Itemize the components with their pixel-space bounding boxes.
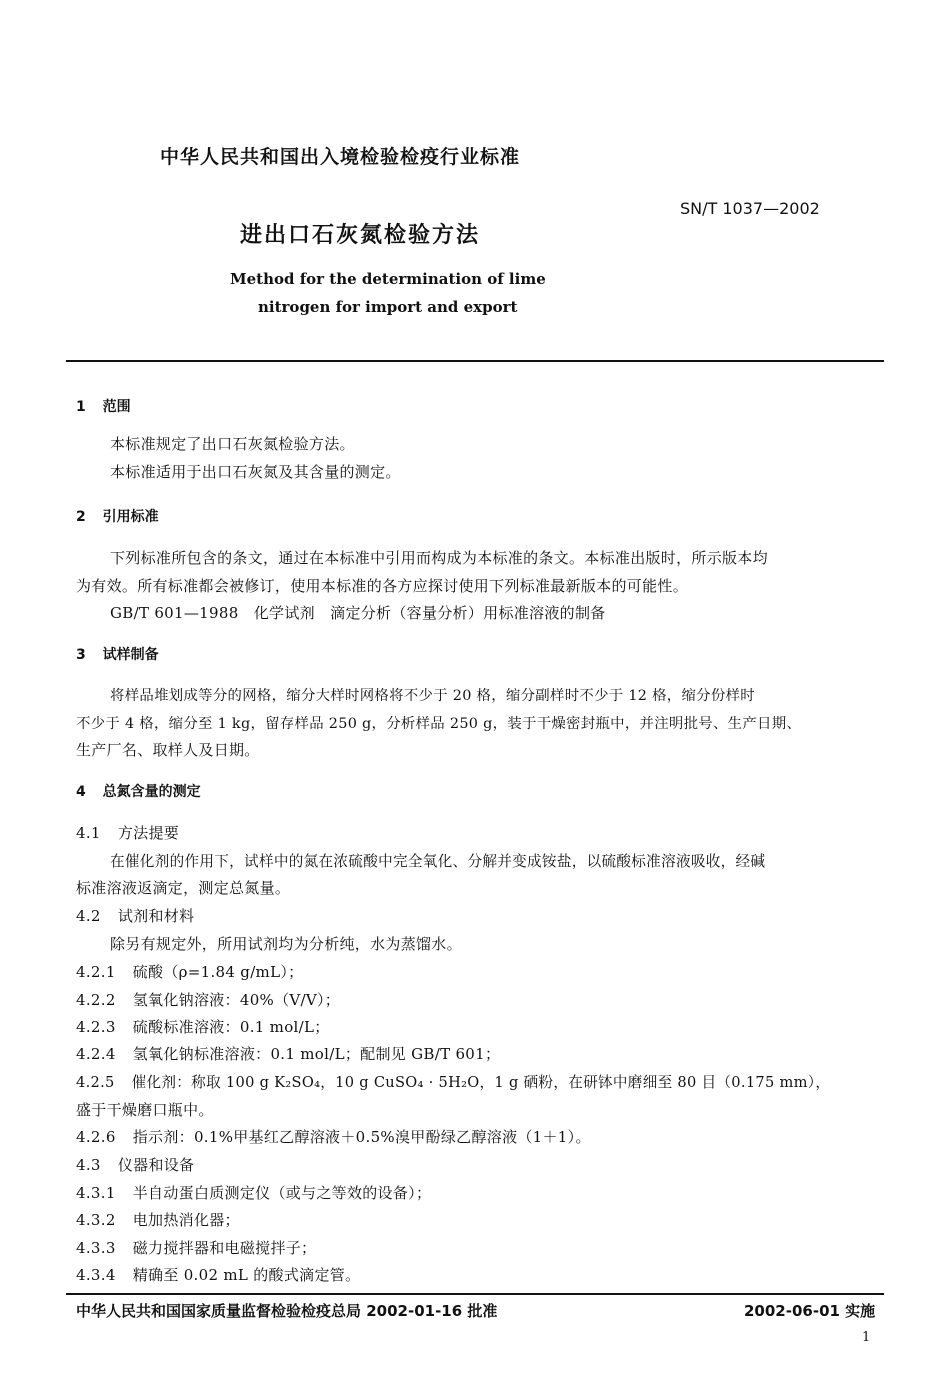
item-text: 指示剂：0.1%甲基红乙醇溶液＋0.5%溴甲酚绿乙醇溶液（1＋1）。 xyxy=(132,1128,591,1146)
subsection-number: 4.2 xyxy=(76,907,101,925)
item-text: 磁力搅拌器和电磁搅拌子； xyxy=(132,1239,317,1257)
section-heading-1 xyxy=(76,396,131,416)
item-text: 硫酸标准溶液：0.1 mol/L； xyxy=(132,1018,330,1036)
section-number: 4 xyxy=(76,784,86,800)
item-text: 氢氧化钠标准溶液：0.1 mol/L；配制见 GB/T 601； xyxy=(132,1045,501,1063)
title-chinese: 进出口石灰氮检验方法 xyxy=(240,223,481,248)
section-title: 范围 xyxy=(102,399,131,415)
item-text: 硫酸（ρ=1.84 g/mL）； xyxy=(132,963,304,981)
reference-standard: GB/T 601—1988 化学试剂 滴定分析（容量分析）用标准溶液的制备 xyxy=(110,604,606,622)
item-text: 精确至 0.02 mL 的酸式滴定管。 xyxy=(132,1266,361,1284)
title-english-line1: Method for the determination of lime xyxy=(230,270,546,288)
section-title: 试样制备 xyxy=(102,647,159,663)
item-number: 4.3.2 xyxy=(76,1211,116,1229)
footer-divider xyxy=(66,1293,884,1295)
section-number: 3 xyxy=(76,647,86,663)
approval-line: 中华人民共和国国家质量监督检验检疫总局 2002-01-16 批准 xyxy=(76,1302,498,1320)
issuing-organization: 中华人民共和国出入境检验检疫行业标准 xyxy=(160,146,521,168)
paragraph: 不少于 4 格，缩分至 1 kg，留存样品 250 g，分析样品 250 g，装于干燥密封瓶中，并注明批号、生产日期、 xyxy=(76,716,802,732)
item-text: 半自动蛋白质测定仪（或与之等效的设备）； xyxy=(132,1184,432,1202)
list-item-4-2-5 xyxy=(76,1071,830,1092)
paragraph: 本标准适用于出口石灰氮及其含量的测定。 xyxy=(110,463,401,481)
paragraph: 下列标准所包含的条文，通过在本标准中引用而构成为本标准的条文。本标准出版时，所示版本均 xyxy=(110,549,768,567)
page-number: 1 xyxy=(862,1330,871,1345)
subsection-title: 仪器和设备 xyxy=(117,1156,195,1174)
section-title: 总氮含量的测定 xyxy=(102,784,201,800)
item-number: 4.2.2 xyxy=(76,991,116,1009)
section-number: 2 xyxy=(76,509,86,525)
paragraph: 在催化剂的作用下，试样中的氮在浓硫酸中完全氧化、分解并变成铵盐，以硫酸标准溶液吸收，经碱 xyxy=(110,853,766,870)
list-item-4-2-4 xyxy=(76,1043,500,1064)
item-number: 4.2.6 xyxy=(76,1128,116,1146)
section-heading-4 xyxy=(76,781,201,801)
subsection-number: 4.1 xyxy=(76,824,101,842)
paragraph: 为有效。所有标准都会被修订，使用本标准的各方应探讨使用下列标准最新版本的可能性。 xyxy=(76,577,689,595)
paragraph: 标准溶液返滴定，测定总氮量。 xyxy=(76,879,291,897)
section-heading-2 xyxy=(76,506,159,526)
subsection-heading-4-2 xyxy=(76,905,194,926)
implementation-date: 2002-06-01 实施 xyxy=(744,1302,876,1320)
list-item-4-2-3 xyxy=(76,1016,330,1037)
item-number: 4.3.4 xyxy=(76,1266,116,1284)
item-text: 电加热消化器； xyxy=(132,1211,240,1229)
subsection-title: 试剂和材料 xyxy=(117,907,195,925)
list-item-4-3-1 xyxy=(76,1182,431,1203)
list-item-4-2-2 xyxy=(76,989,340,1010)
item-number: 4.2.3 xyxy=(76,1018,116,1036)
list-item-4-3-4 xyxy=(76,1264,360,1285)
item-text: 催化剂：称取 100 g K₂SO₄，10 g CuSO₄ · 5H₂O，1 g 硒粉，在研钵中磨细至 80 目（0.175 mm）， xyxy=(131,1074,831,1091)
item-number: 4.2.5 xyxy=(76,1074,115,1091)
paragraph-continuation: 盛于干燥磨口瓶中。 xyxy=(76,1101,214,1119)
list-item-4-3-2 xyxy=(76,1209,240,1230)
item-number: 4.3.1 xyxy=(76,1184,116,1202)
subsection-number: 4.3 xyxy=(76,1156,101,1174)
title-english-line2: nitrogen for import and export xyxy=(258,298,518,316)
list-item-4-3-3 xyxy=(76,1237,316,1258)
paragraph: 除另有规定外，所用试剂均为分析纯，水为蒸馏水。 xyxy=(110,935,462,953)
section-heading-3 xyxy=(76,644,159,664)
item-number: 4.2.1 xyxy=(76,963,116,981)
subsection-title: 方法提要 xyxy=(117,824,180,842)
subsection-heading-4-3 xyxy=(76,1154,194,1175)
subsection-heading-4-1 xyxy=(76,822,179,843)
standard-code: SN/T 1037—2002 xyxy=(680,199,820,218)
item-number: 4.2.4 xyxy=(76,1045,116,1063)
list-item-4-2-6 xyxy=(76,1126,591,1147)
paragraph: 生产厂名、取样人及日期。 xyxy=(76,741,260,759)
list-item-4-2-1 xyxy=(76,961,303,982)
section-title: 引用标准 xyxy=(102,509,159,525)
paragraph: 将样品堆划成等分的网格，缩分大样时网格将不少于 20 格，缩分副样时不少于 12 格，缩分份样时 xyxy=(110,688,755,704)
section-number: 1 xyxy=(76,399,86,415)
item-number: 4.3.3 xyxy=(76,1239,116,1257)
header-divider xyxy=(66,360,884,362)
paragraph: 本标准规定了出口石灰氮检验方法。 xyxy=(110,435,355,453)
item-text: 氢氧化钠溶液：40%（V/V）； xyxy=(132,991,341,1009)
